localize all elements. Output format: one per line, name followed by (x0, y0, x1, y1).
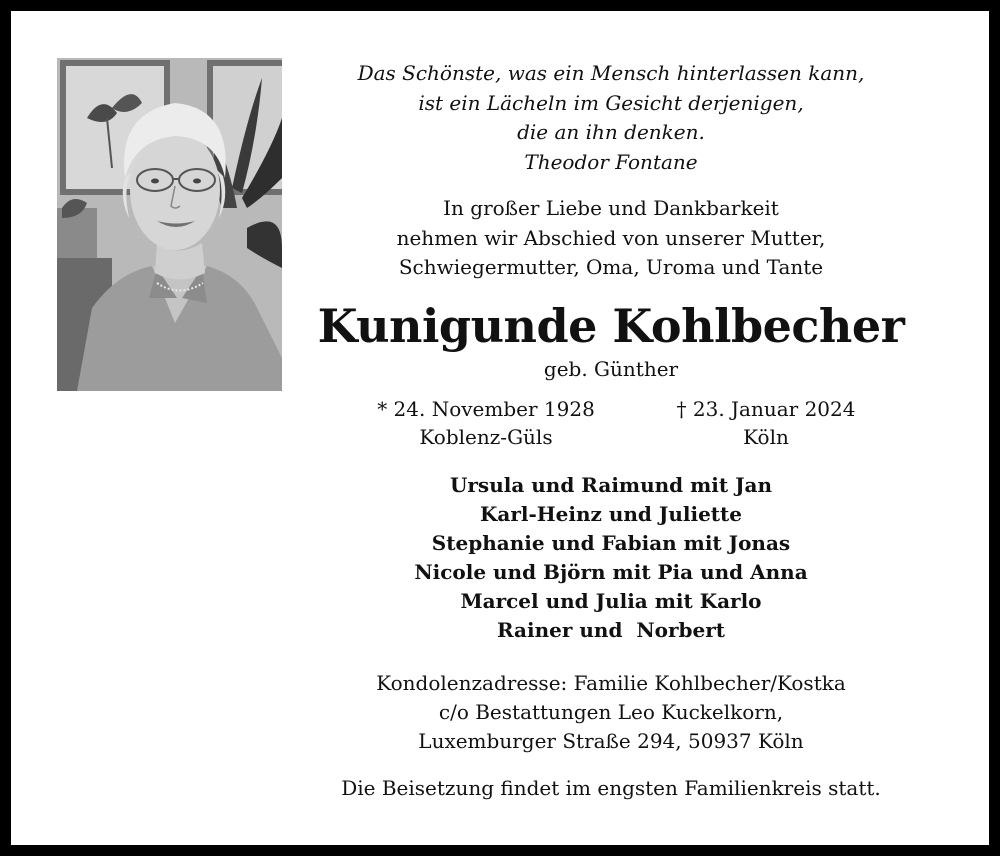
portrait-photo (57, 58, 282, 391)
deceased-name: Kunigunde Kohlbecher (317, 299, 905, 353)
mourner-line: Stephanie und Fabian mit Jonas (431, 531, 791, 555)
death-date: † 23. Januar 2024 (676, 397, 856, 421)
obituary-card (11, 11, 989, 845)
fontane-quote (301, 59, 921, 177)
quote-line: ist ein Lächeln im Gesicht derjenigen, (418, 90, 804, 115)
intro-line: nehmen wir Abschied von unserer Mutter, (396, 225, 826, 250)
farewell-intro (301, 194, 921, 283)
quote-author: Theodor Fontane (524, 149, 698, 174)
address-line: c/o Bestattungen Leo Kuckelkorn, (438, 700, 784, 724)
birth-info (361, 395, 611, 451)
mourner-line: Marcel und Julia mit Karlo (460, 589, 762, 613)
quote-line: Das Schönste, was ein Mensch hinterlassen kann, (357, 61, 865, 85)
mourner-line: Nicole und Björn mit Pia und Anna (414, 560, 808, 584)
death-place: Köln (743, 425, 789, 449)
maiden-name: geb. Günther (543, 357, 679, 381)
intro-line: In großer Liebe und Dankbarkeit (443, 196, 779, 220)
address-line: Luxemburger Straße 294, 50937 Köln (418, 729, 804, 753)
mourners-list (301, 471, 921, 645)
birth-date: * 24. November 1928 (377, 397, 595, 421)
intro-line: Schwiegermutter, Oma, Uroma und Tante (398, 255, 824, 279)
mourner-line: Rainer und Norbert (496, 618, 726, 642)
quote-line: die an ihn denken. (517, 120, 705, 144)
mourner-line: Karl-Heinz und Juliette (479, 502, 742, 526)
burial-notice: Die Beisetzung findet im engsten Familienkreis statt. (341, 776, 881, 800)
mourner-line: Ursula und Raimund mit Jan (449, 473, 773, 497)
address-line: Kondolenzadresse: Familie Kohlbecher/Kostka (376, 671, 846, 695)
condolence-address (301, 669, 921, 756)
death-info (651, 395, 881, 451)
birth-place: Koblenz-Güls (419, 425, 553, 449)
